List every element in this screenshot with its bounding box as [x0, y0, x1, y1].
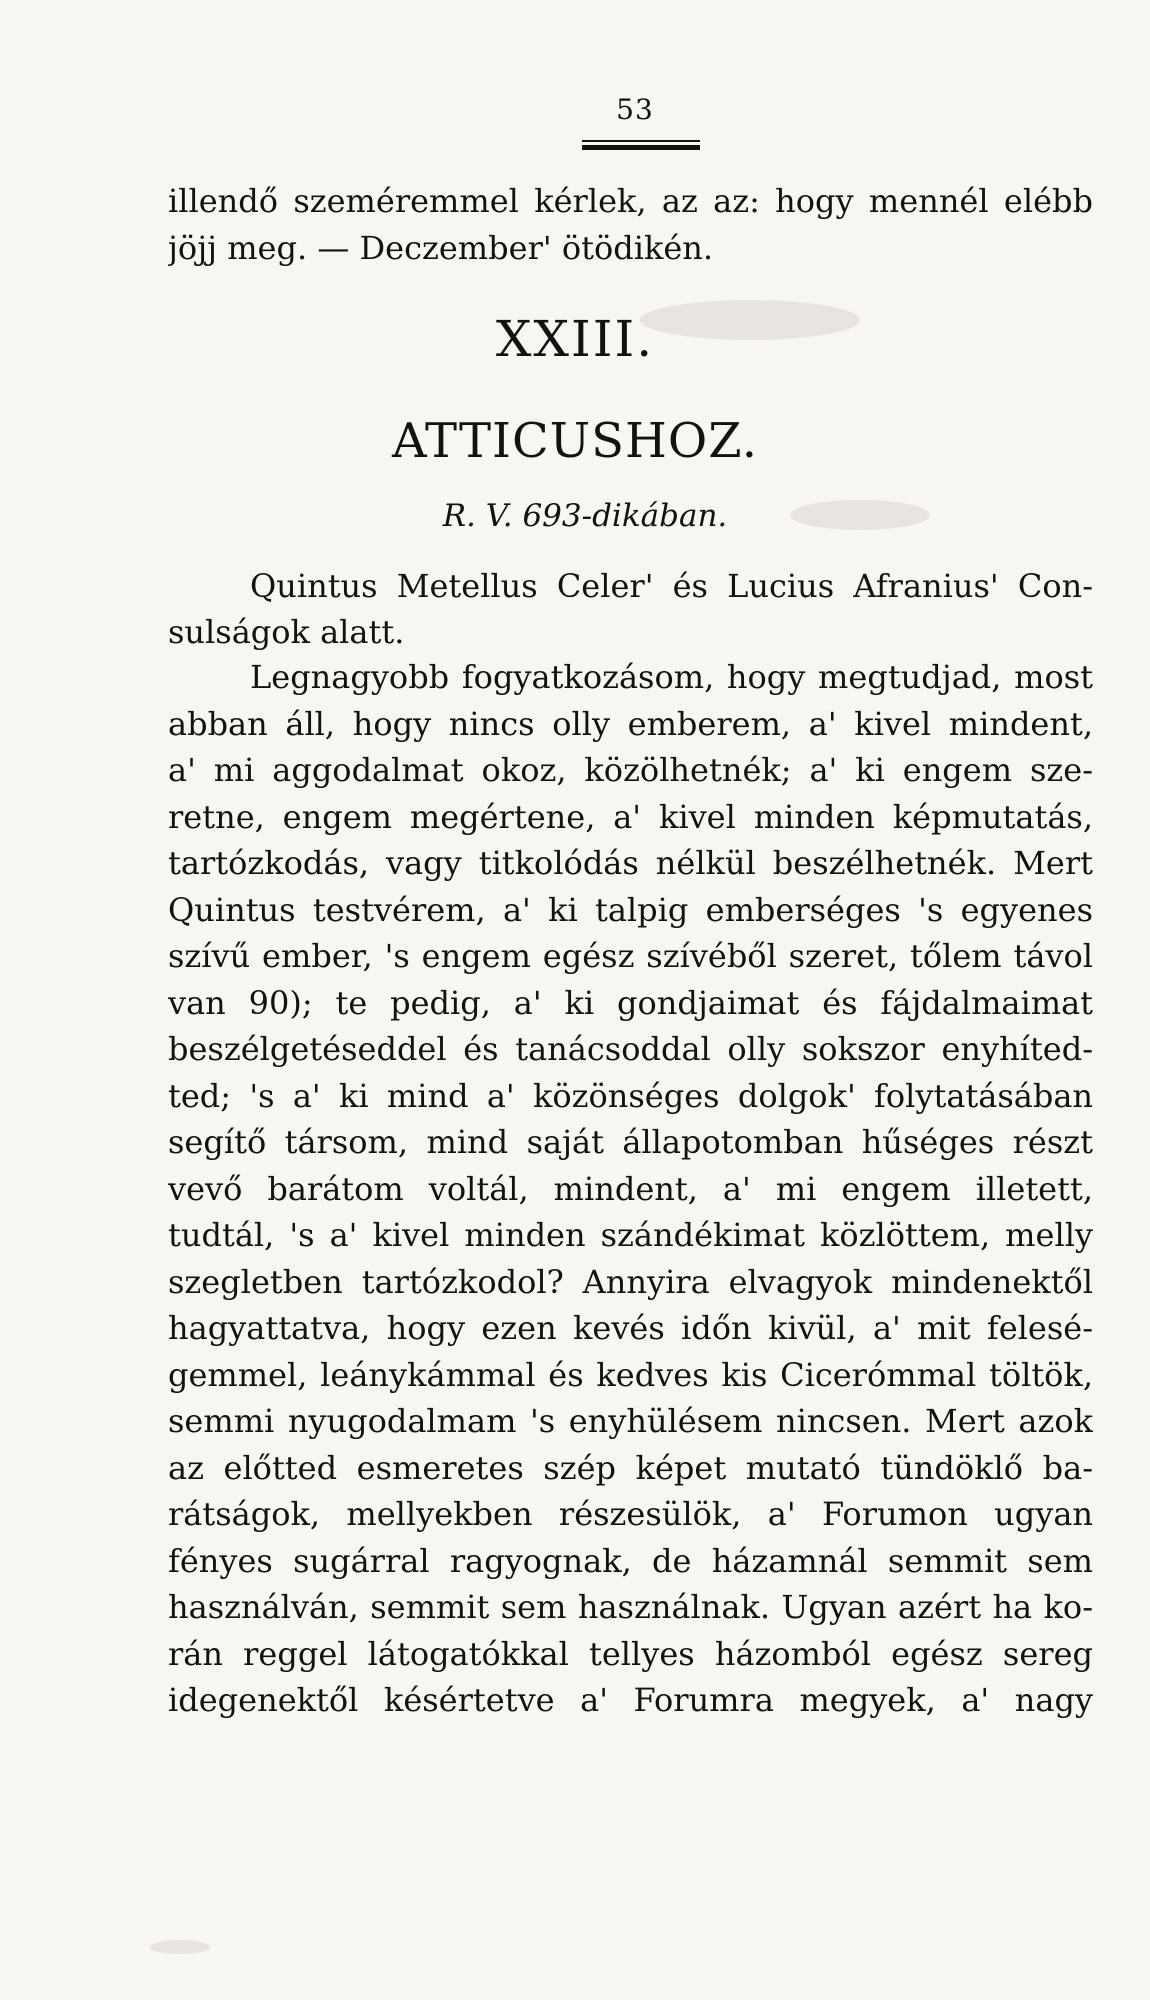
body-line: tudtál, 's a' kivel minden szándékimat közlöttem, melly — [168, 1216, 1093, 1254]
carryover-line: jöjj meg. — Deczember' ötödikén. — [168, 229, 714, 267]
letter-dateline: R. V. 693-dikában. — [442, 498, 728, 534]
body-line: rán reggel látogatókkal tellyes házomból egész sereg — [168, 1635, 1093, 1673]
page-number: 53 — [616, 93, 654, 126]
subtitle-line: sulságok alatt. — [168, 613, 405, 651]
body-line: szegletben tartózkodol? Annyira elvagyok mindenektől — [168, 1263, 1093, 1301]
body-line: gemmel, leánykámmal és kedves kis Cicerómmal töltök, — [168, 1356, 1093, 1394]
body-line: abban áll, hogy nincs olly emberem, a' kivel mindent, — [168, 705, 1093, 743]
body-line: fényes sugárral ragyognak, de házamnál semmit sem — [168, 1542, 1093, 1580]
subtitle-line: Quintus Metellus Celer' és Lucius Afranius' Con- — [250, 567, 1093, 605]
body-line: Quintus testvérem, a' ki talpig emberséges 's egyenes — [168, 891, 1093, 929]
body-line: beszélgetéseddel és tanácsoddal olly sokszor enyhíted- — [168, 1030, 1093, 1068]
body-line: rátságok, mellyekben részesülök, a' Forumon ugyan — [168, 1495, 1093, 1533]
body-line: használván, semmit sem használnak. Ugyan azért ha ko- — [168, 1588, 1093, 1626]
body-line: Legnagyobb fogyatkozásom, hogy megtudjad, most — [250, 658, 1093, 696]
paper-stain — [150, 1940, 210, 1954]
body-line: idegenektől késértetve a' Forumra megyek, a' nagy — [168, 1681, 1093, 1719]
body-line: ted; 's a' ki mind a' közönséges dolgok' folytatásában — [168, 1077, 1093, 1115]
body-line: hagyattatva, hogy ezen kevés időn kivül, a' mit felesé- — [168, 1309, 1093, 1347]
body-line: semmi nyugodalmam 's enyhülésem nincsen. Mert azok — [168, 1402, 1093, 1440]
body-line: retne, engem megértene, a' kivel minden képmutatás, — [168, 798, 1093, 836]
body-line: vevő barátom voltál, mindent, a' mi engem illetett, — [168, 1170, 1093, 1208]
body-line: van 90); te pedig, a' ki gondjaimat és fájdalmaimat — [168, 984, 1093, 1022]
body-line: szívű ember, 's engem egész szívéből szeret, tőlem távol — [168, 937, 1093, 975]
body-line: a' mi aggodalmat okoz, közölhetnék; a' ki engem sze- — [168, 751, 1093, 789]
header-rule — [582, 140, 700, 150]
letter-title: ATTICUSHOZ. — [392, 413, 758, 469]
body-line: az előtted esmeretes szép képet mutató tündöklő ba- — [168, 1449, 1093, 1487]
carryover-line: illendő szeméremmel kérlek, az az: hogy mennél elébb — [168, 182, 1093, 220]
letter-number: XXIII. — [495, 310, 655, 368]
body-line: tartózkodás, vagy titkolódás nélkül beszélhetnék. Mert — [168, 844, 1093, 882]
body-line: segítő társom, mind saját állapotomban hűséges részt — [168, 1123, 1093, 1161]
